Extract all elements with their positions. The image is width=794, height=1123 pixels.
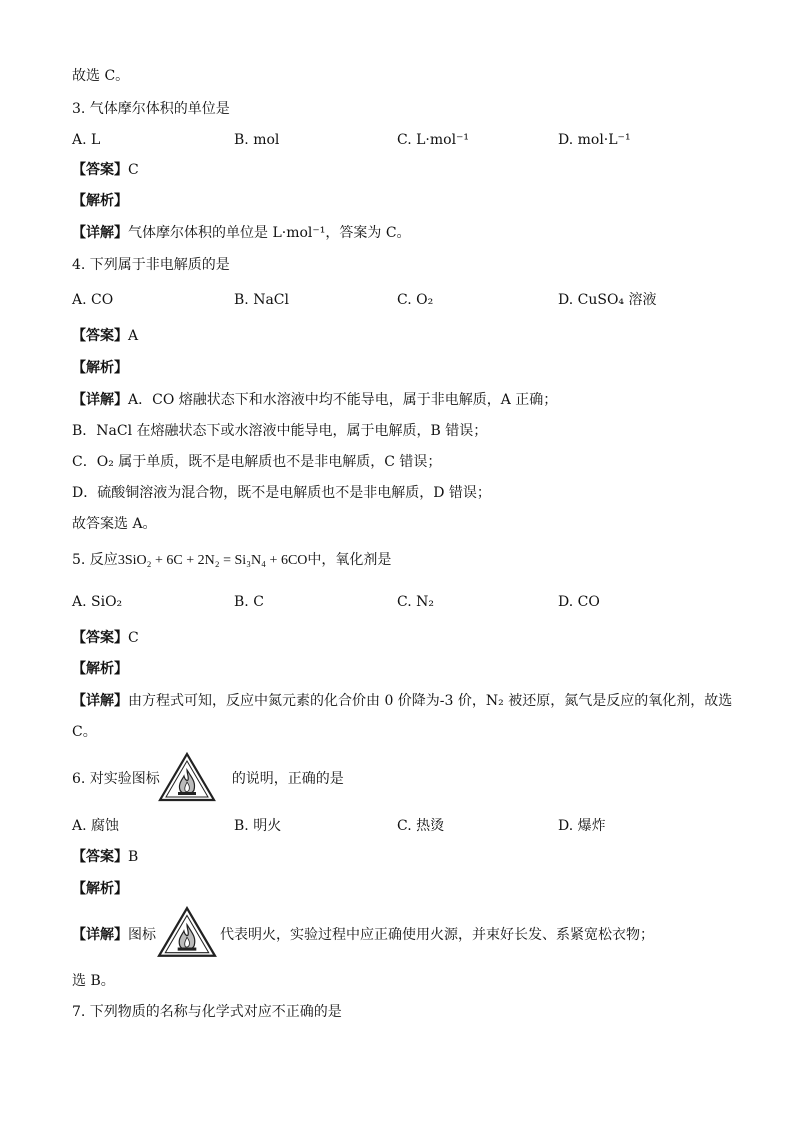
q5-detail-cont: C。 [72, 724, 97, 740]
q3-detail [72, 225, 411, 242]
q6-suffix: 的说明，正确的是 [231, 771, 344, 787]
q5-detail [72, 693, 732, 710]
q3-option-b: B. mol [234, 132, 280, 148]
answer-label: 【答案】 [72, 849, 128, 865]
q4-detail [72, 392, 557, 409]
q5-option-d: D. CO [558, 594, 600, 610]
open-flame-warning-icon [158, 752, 216, 802]
q4-detail-b: B．NaCl 在熔融状态下或水溶液中能导电，属于电解质，B 错误； [72, 423, 488, 439]
detail-text: 代表明火，实验过程中应正确使用火源，并束好长发、系紧宽松衣物； [220, 927, 654, 943]
q4-answer [72, 328, 138, 345]
q4-analysis-label [72, 360, 128, 377]
question-5-stem [72, 552, 391, 570]
question-4-stem: 4. 下列属于非电解质的是 [72, 257, 230, 273]
analysis-label: 【解析】 [72, 360, 128, 376]
q6-option-b: B. 明火 [234, 818, 282, 834]
open-flame-warning-icon-detail [157, 906, 217, 958]
analysis-label: 【解析】 [72, 881, 128, 897]
q3-analysis-label [72, 193, 128, 210]
q4-option-a: A. CO [72, 292, 114, 308]
answer-value: C [128, 630, 139, 646]
answer-label: 【答案】 [72, 630, 128, 646]
q6-option-d: D. 爆炸 [558, 818, 606, 834]
detail-text: A．CO 熔融状态下和水溶液中均不能导电，属于非电解质，A 正确； [128, 392, 558, 408]
answer-label: 【答案】 [72, 328, 128, 344]
analysis-label: 【解析】 [72, 193, 128, 209]
question-3-stem: 3. 气体摩尔体积的单位是 [72, 101, 230, 117]
detail-prefix: 图标 [128, 927, 156, 943]
detail-label: 【详解】 [72, 927, 128, 943]
q3-option-a: A. L [72, 132, 101, 148]
answer-label: 【答案】 [72, 162, 128, 178]
q5-answer [72, 630, 139, 647]
q4-option-b: B. NaCl [234, 292, 289, 308]
q5-option-b: B. C [234, 594, 264, 610]
detail-label: 【详解】 [72, 392, 128, 408]
detail-text: 由方程式可知，反应中氮元素的化合价由 0 价降为-3 价，N₂ 被还原，氮气是反应的氧化剂，故选 [128, 693, 733, 709]
q3-option-d: D. mol·L⁻¹ [558, 132, 631, 148]
answer-value: C [128, 162, 139, 178]
q4-option-d: D. CuSO₄ 溶液 [558, 292, 657, 308]
q6-answer [72, 849, 138, 866]
q4-option-c: C. O₂ [397, 292, 434, 308]
q6-option-c: C. 热烫 [397, 818, 445, 834]
analysis-label: 【解析】 [72, 661, 128, 677]
q6-conclusion: 选 B。 [72, 973, 115, 989]
answer-value: A [128, 328, 139, 344]
q4-detail-d: D．硫酸铜溶液为混合物，既不是电解质也不是非电解质，D 错误； [72, 485, 491, 501]
detail-label: 【详解】 [72, 225, 128, 241]
q5-option-c: C. N₂ [397, 594, 434, 610]
answer-value: B [128, 849, 139, 865]
detail-text: 气体摩尔体积的单位是 L·mol⁻¹，答案为 C。 [128, 225, 411, 241]
q4-detail-c: C．O₂ 属于单质，既不是电解质也不是非电解质，C 错误； [72, 454, 442, 470]
question-7-stem: 7. 下列物质的名称与化学式对应不正确的是 [72, 1004, 342, 1020]
reaction-equation: 3SiO₂ + 6C + 2N₂ = Si₃N₄ + 6CO [117, 553, 308, 568]
q6-option-a: A. 腐蚀 [72, 818, 120, 834]
q5-analysis-label [72, 661, 128, 678]
previous-conclusion: 故选 C。 [72, 68, 130, 84]
q5-option-a: A. SiO₂ [72, 594, 123, 610]
q4-conclusion: 故答案选 A。 [72, 516, 157, 532]
q3-option-c: C. L·mol⁻¹ [397, 132, 470, 148]
q6-analysis-label [72, 881, 128, 898]
q5-suffix: 中，氧化剂是 [307, 552, 392, 568]
q3-answer [72, 162, 139, 179]
q6-prefix: 6. 对实验图标 [72, 771, 160, 787]
q5-prefix: 5. 反应 [72, 552, 118, 568]
detail-label: 【详解】 [72, 693, 128, 709]
